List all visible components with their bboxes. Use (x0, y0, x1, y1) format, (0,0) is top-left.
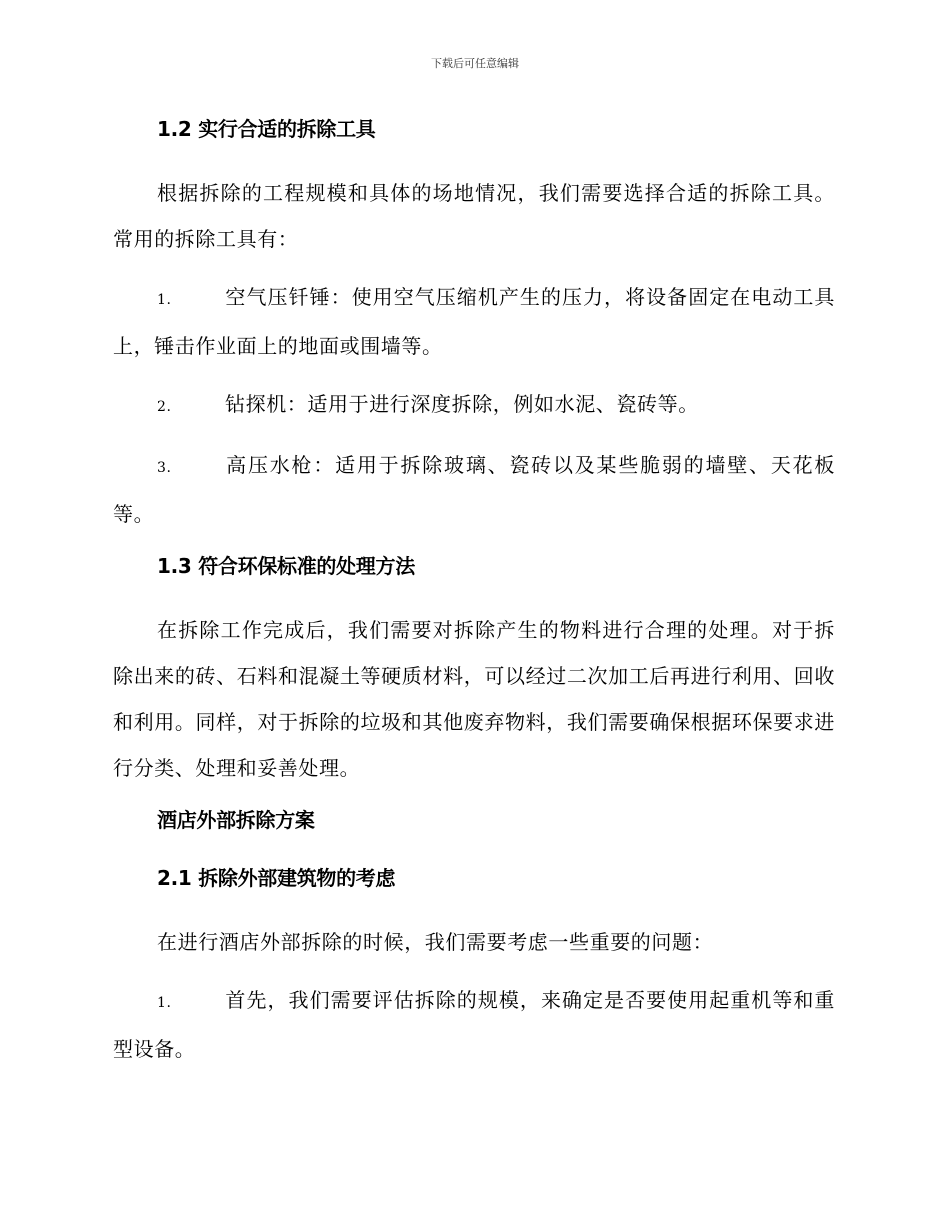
list-item (113, 977, 835, 1072)
list-number: 1. (157, 995, 172, 1011)
list-number: 2. (157, 399, 172, 415)
page-header-note: 下载后可任意编辑 (431, 57, 519, 70)
paragraph-disposal: 在拆除工作完成后，我们需要对拆除产生的物料进行合理的处理。对于拆除出来的砖、石料和混凝土等硬质材料，可以经过二次加工后再进行利用、回收和利用。同样，对于拆除的垃圾和其他废弃物料，我们需要确保根据环保要求进行分类、处理和妥善处理。 (113, 618, 835, 780)
document-body (113, 112, 835, 1084)
paragraph-tools-intro: 根据拆除的工程规模和具体的场地情况，我们需要选择合适的拆除工具。常用的拆除工具有： (113, 181, 835, 251)
section-heading-1-3: 1.3 符合环保标准的处理方法 (157, 554, 415, 578)
list-number: 3. (157, 460, 172, 476)
paragraph-considerations-intro: 在进行酒店外部拆除的时候，我们需要考虑一些重要的问题： (157, 930, 714, 954)
list-text: 钻探机：适用于进行深度拆除，例如水泥、瓷砖等。 (225, 392, 699, 416)
section-heading-2-1: 2.1 拆除外部建筑物的考虑 (157, 866, 396, 890)
list-text: 高压水枪：适用于拆除玻璃、瓷砖以及某些脆弱的墙壁、天花板等。 (113, 453, 835, 526)
list-item (113, 442, 835, 537)
list-item (113, 381, 835, 430)
section-heading-1-2: 1.2 实行合适的拆除工具 (157, 117, 376, 141)
list-text: 空气压钎锤：使用空气压缩机产生的压力，将设备固定在电动工具上，锤击作业面上的地面或围墙等。 (113, 285, 835, 358)
list-text: 首先，我们需要评估拆除的规模，来确定是否要使用起重机等和重型设备。 (113, 988, 835, 1061)
chapter-heading: 酒店外部拆除方案 (157, 808, 315, 832)
list-number: 1. (157, 292, 172, 308)
list-item (113, 274, 835, 369)
